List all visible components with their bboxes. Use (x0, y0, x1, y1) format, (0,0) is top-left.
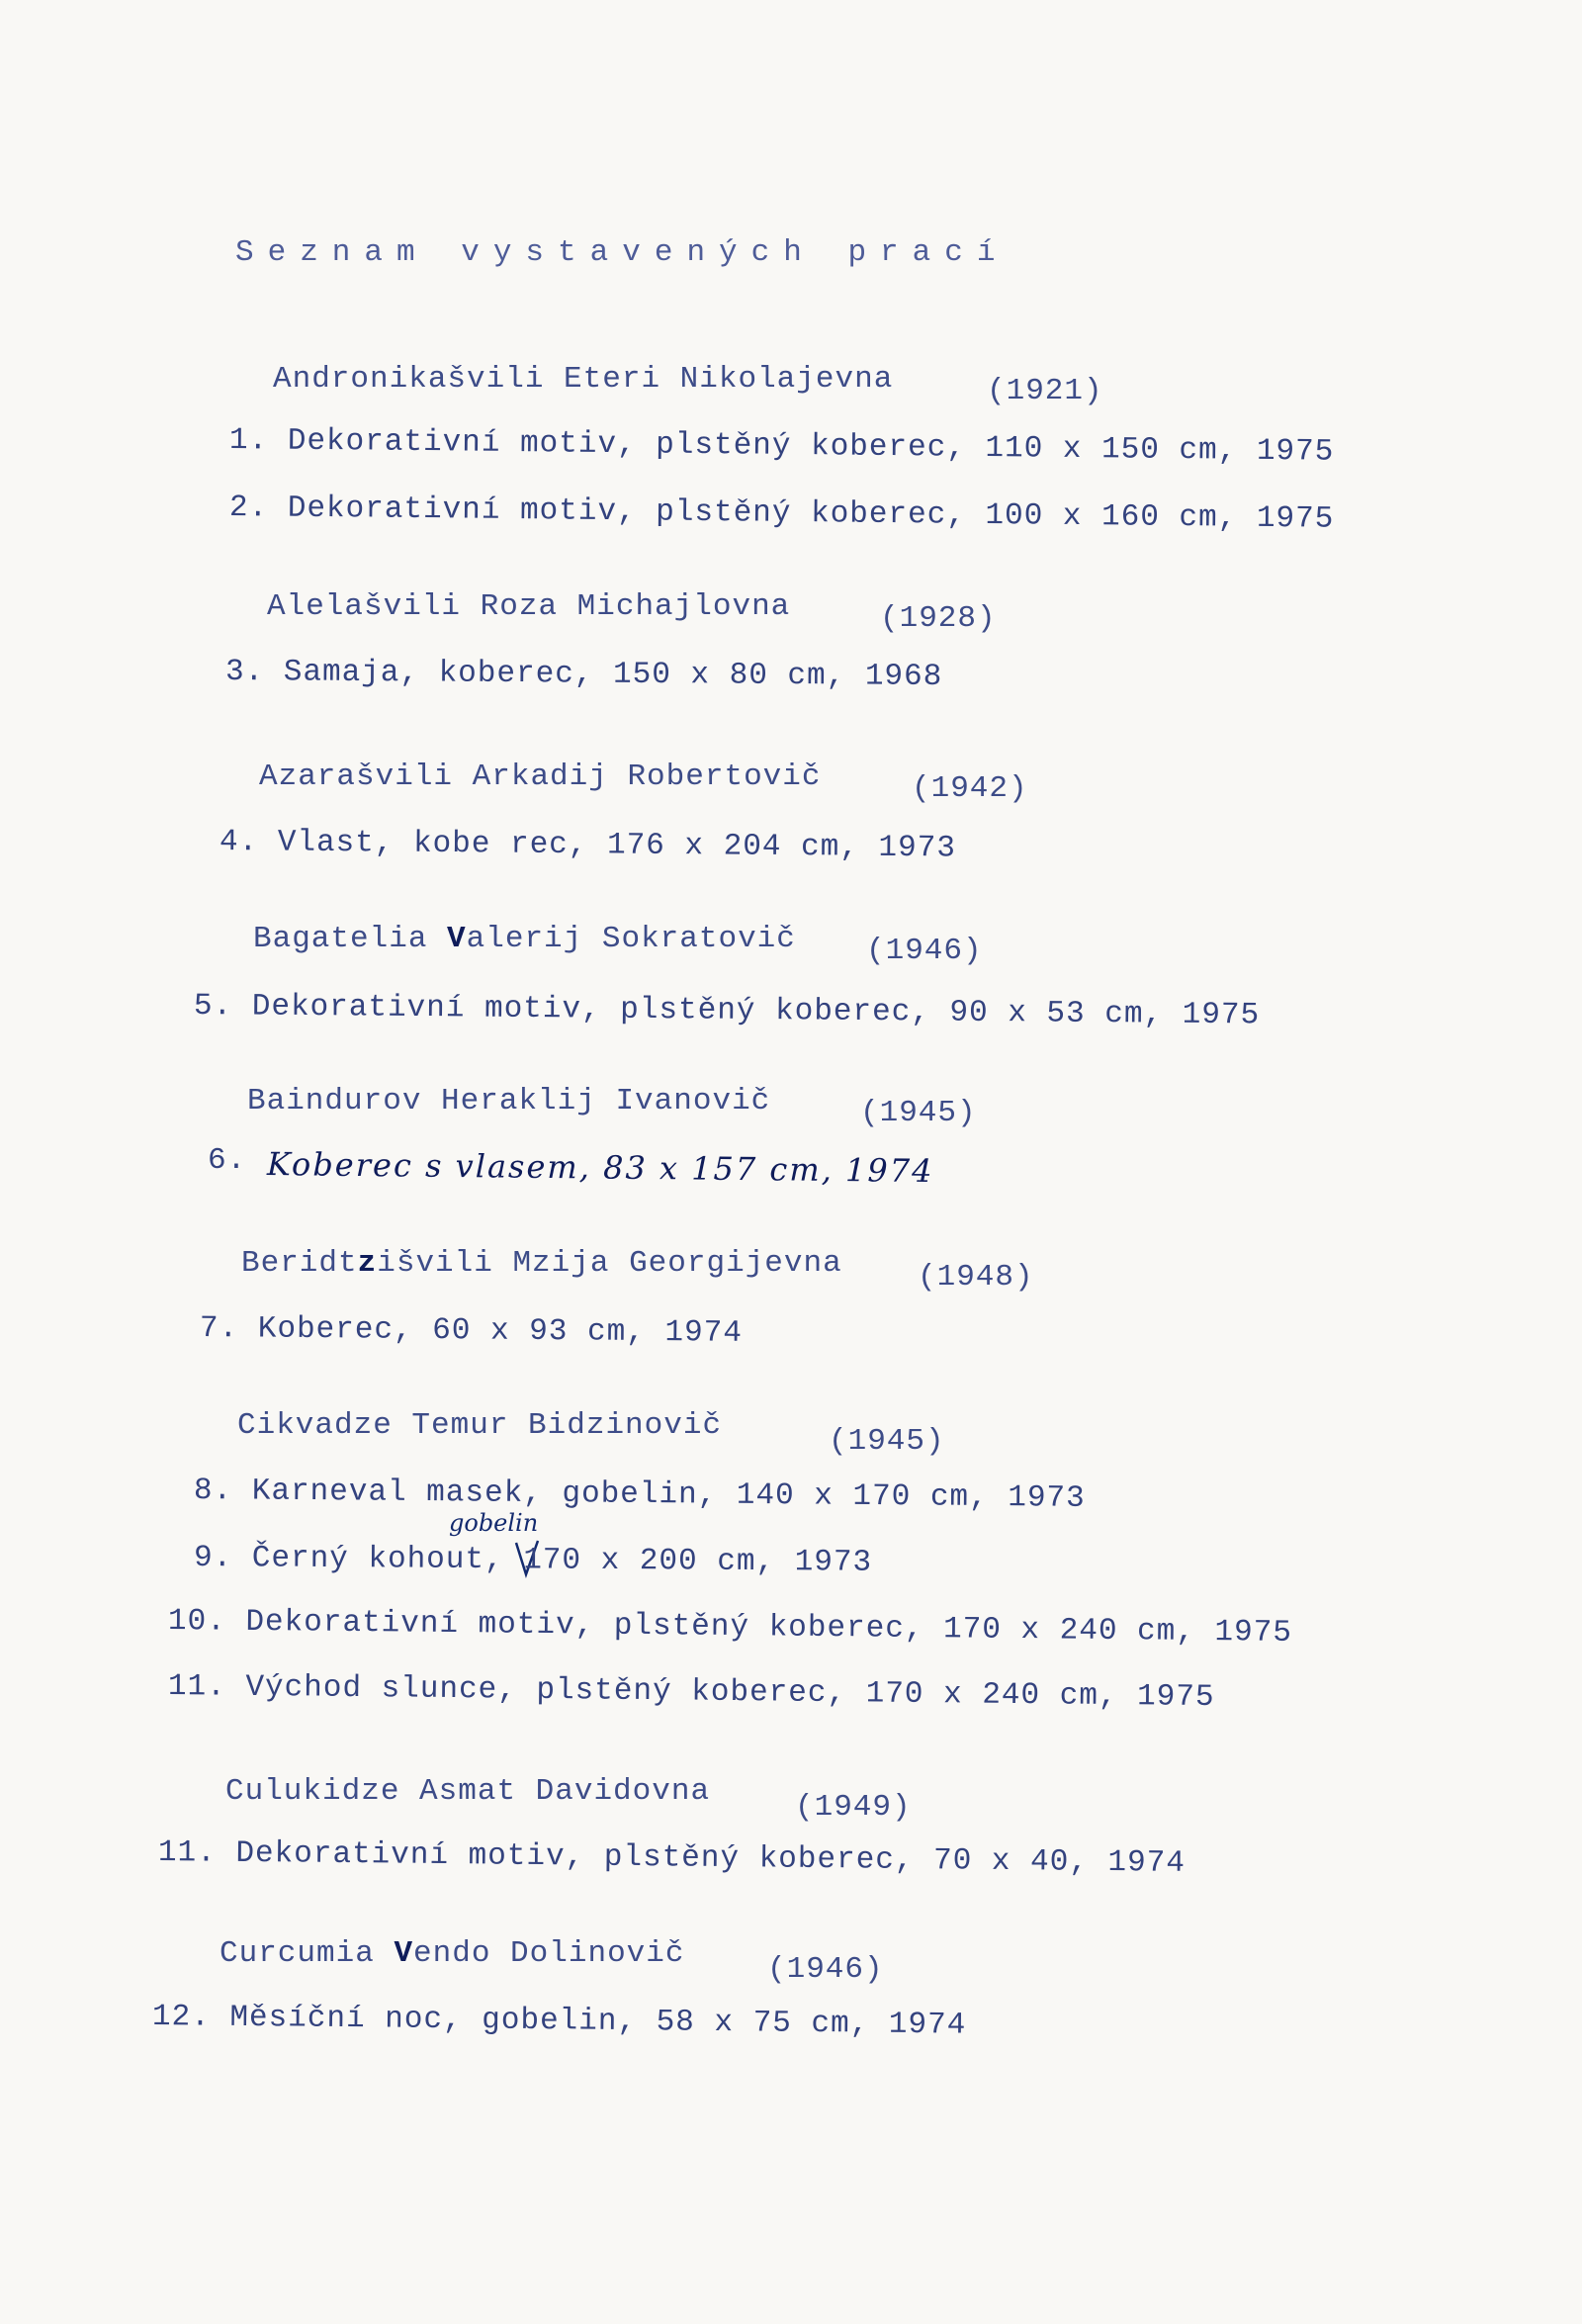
artist-year: (1928) (880, 601, 997, 636)
work-number: 6. (208, 1143, 247, 1178)
work-entry: 12. Měsíční noc, gobelin, 58 x 75 cm, 1974 (151, 2000, 967, 2043)
artist-name-rest: alerij Sokratovič (466, 922, 796, 956)
artist-name (241, 1246, 842, 1281)
artist-name-prefix: Curcumia (220, 1936, 395, 1971)
artist-name: Culukidze Asmat Davidovna (225, 1774, 711, 1809)
artist-name: Azarašvili Arkadij Robertovič (259, 760, 822, 794)
artist-name (220, 1936, 685, 1971)
work-entry: 4. Vlast, kobe rec, 176 x 204 cm, 1973 (219, 825, 957, 866)
handwritten-correction: V (394, 1936, 414, 1971)
artist-year: (1946) (767, 1952, 884, 1987)
work-entry: 8. Karneval masek, gobelin, 140 x 170 cm, 1973 (193, 1474, 1086, 1516)
artist-year: (1942) (912, 771, 1028, 806)
work-entry: 11. Dekorativní motiv, plstěný koberec, 70 x 40, 1974 (157, 1835, 1186, 1881)
artist-name: Andronikašvili Eteri Nikolajevna (273, 362, 894, 397)
work-entry: 5. Dekorativní motiv, plstěný koberec, 90 x 53 cm, 1975 (193, 989, 1261, 1033)
artist-year: (1921) (987, 374, 1103, 408)
handwritten-work-entry: Koberec s vlasem, 83 x 157 cm, 1974 (266, 1145, 934, 1191)
artist-name (253, 922, 796, 956)
artist-year: (1945) (860, 1096, 977, 1130)
work-entry: 10. Dekorativní motiv, plstěný koberec, 170 x 240 cm, 1975 (167, 1604, 1293, 1651)
handwritten-insert: gobelin (449, 1509, 539, 1537)
artist-name-prefix: Beridt (241, 1246, 358, 1281)
artist-name: Alelašvili Roza Michajlovna (267, 589, 791, 624)
artist-name: Baindurov Heraklij Ivanovič (247, 1084, 771, 1118)
artist-year: (1948) (918, 1260, 1034, 1295)
artist-year: (1946) (866, 934, 983, 968)
handwritten-correction: z (357, 1246, 378, 1281)
work-entry: 9. Černý kohout, 170 x 200 cm, 1973 (193, 1541, 873, 1580)
work-entry: 7. Koberec, 60 x 93 cm, 1974 (199, 1311, 744, 1351)
work-entry: 3. Samaja, koberec, 150 x 80 cm, 1968 (224, 655, 943, 695)
work-entry: 2. Dekorativní motiv, plstěný koberec, 100 x 160 cm, 1975 (228, 491, 1335, 537)
artist-name-rest: endo Dolinovič (413, 1936, 685, 1971)
page-title: Seznam vystavených prací (235, 235, 1010, 270)
artist-name: Cikvadze Temur Bidzinovič (237, 1408, 723, 1443)
artist-name-prefix: Bagatelia (253, 922, 448, 956)
artist-name-rest: išvili Mzija Georgijevna (377, 1246, 842, 1281)
work-entry: 11. Východ slunce, plstěný koberec, 170 x 240 cm, 1975 (167, 1669, 1215, 1716)
artist-year: (1949) (795, 1790, 912, 1825)
handwritten-correction: V (447, 922, 467, 956)
work-entry: 1. Dekorativní motiv, plstěný koberec, 110 x 150 cm, 1975 (228, 423, 1335, 470)
artist-year: (1945) (829, 1424, 945, 1459)
